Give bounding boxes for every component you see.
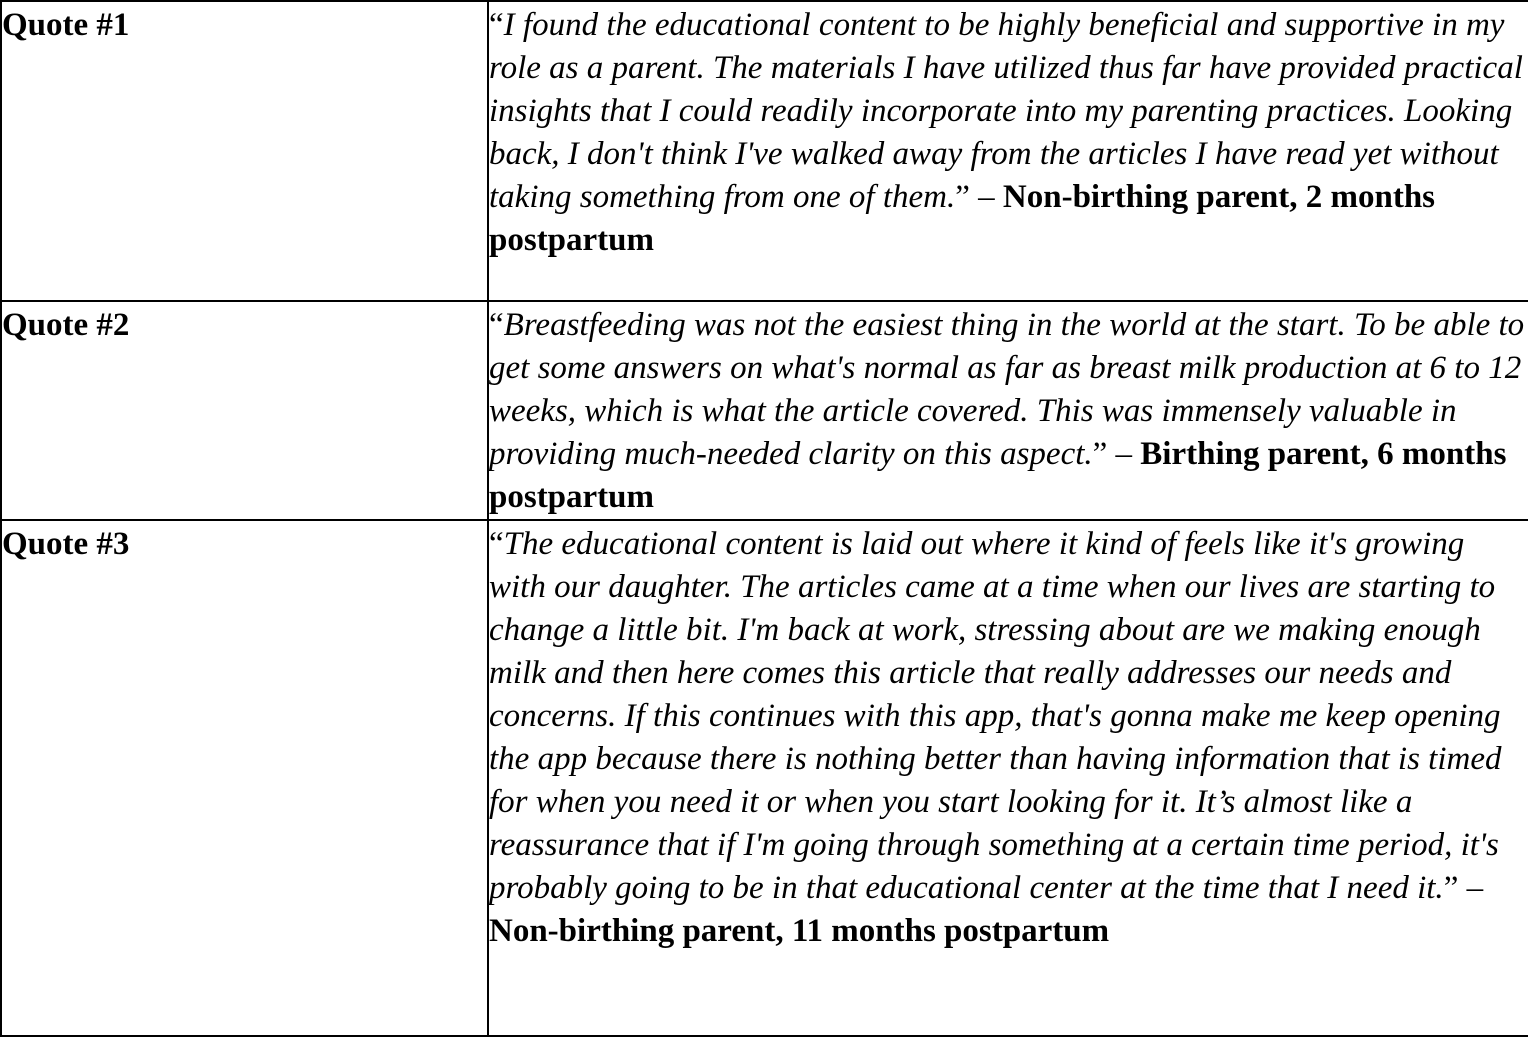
quote-text-cell <box>488 520 1528 1036</box>
quote-text-cell <box>488 1 1528 301</box>
open-quote-mark: “ <box>489 7 504 43</box>
quote-content <box>489 523 1528 953</box>
quote-body: Breastfeeding was not the easiest thing in the world at the start. To be able to get some answers on what's normal as far as breast milk production at 6 to 12 weeks, which is what the article covered. This was immensely valuable in providing much-needed clarity on this aspect. <box>489 307 1525 472</box>
quote-label: Quote #3 <box>2 526 130 562</box>
quote-row-3 <box>1 520 1528 1036</box>
open-quote-mark: “ <box>489 307 504 343</box>
close-quote-mark: ” – <box>1443 870 1484 906</box>
open-quote-mark: “ <box>489 526 504 562</box>
quote-label: Quote #1 <box>2 7 130 43</box>
quote-attribution: Non-birthing parent, 2 months postpartum <box>489 179 1436 258</box>
quote-attribution: Birthing parent, 6 months postpartum <box>489 436 1507 515</box>
quote-label-cell <box>1 301 488 520</box>
quote-label-cell <box>1 1 488 301</box>
quote-text-cell <box>488 301 1528 520</box>
quote-label-cell <box>1 520 488 1036</box>
quote-label: Quote #2 <box>2 307 130 343</box>
quote-row-1 <box>1 1 1528 301</box>
close-quote-mark: ” – <box>955 179 1003 215</box>
close-quote-mark: ” – <box>1092 436 1141 472</box>
quote-body: The educational content is laid out where it kind of feels like it's growing with our daughter. The articles came at a time when our lives are starting to change a little bit. I'm back at work, stressing about are we making enough milk and then here comes this article that really addresses our needs and concerns. If this continues with this app, that's gonna make me keep opening the app because there is nothing better than having information that is timed for when you need it or when you start looking for it. It’s almost like a reassurance that if I'm going through something at a certain time period, it's probably going to be in that educational center at the time that I need it. <box>489 526 1502 906</box>
quote-attribution: Non-birthing parent, 11 months postpartum <box>489 913 1110 949</box>
quote-content <box>489 304 1528 519</box>
quote-body: I found the educational content to be highly beneficial and supportive in my role as a parent. The materials I have utilized thus far have provided practical insights that I could readily incorporate into my parenting practices. Looking back, I don't think I've walked away from the articles I have read yet without taking something from one of them. <box>489 7 1523 215</box>
quote-row-2 <box>1 301 1528 520</box>
quote-content <box>489 4 1528 262</box>
